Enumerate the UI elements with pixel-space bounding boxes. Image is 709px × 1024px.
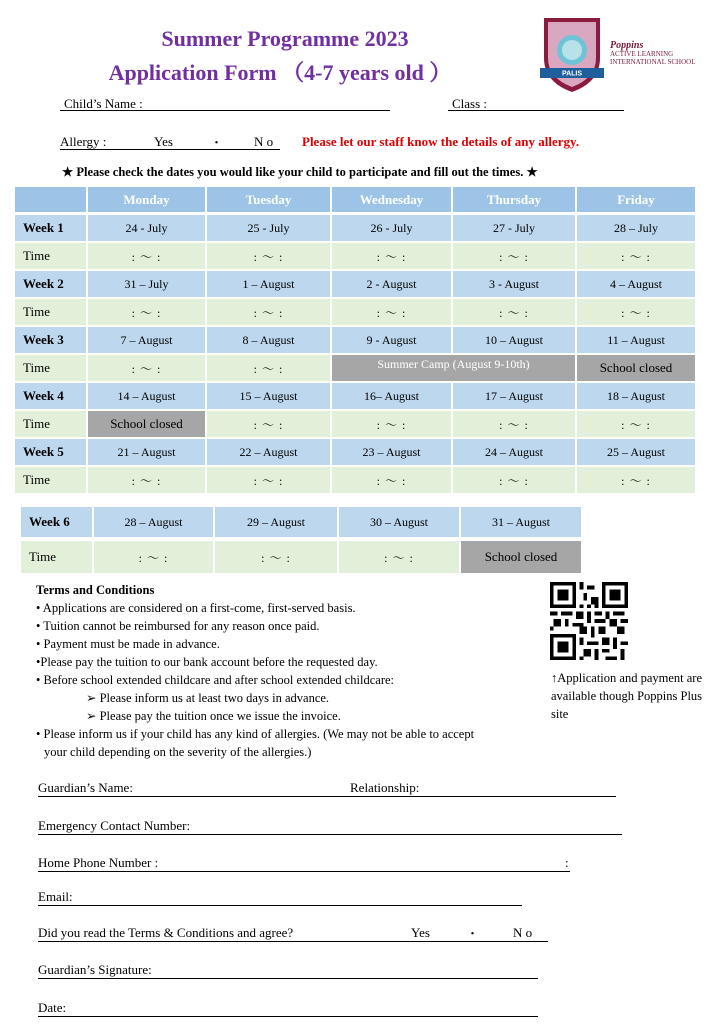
terms-subitem: ➢ Please inform us at least two days in advance. — [86, 691, 330, 705]
child-name-field[interactable] — [60, 110, 390, 111]
week-label: Week 2 — [14, 270, 87, 298]
time-input-cell[interactable]: : 〜 : — [214, 540, 338, 574]
date-cell: 26 - July — [331, 214, 452, 242]
time-input-cell[interactable]: : 〜 : — [87, 354, 206, 382]
relationship-label: Relationship: — [350, 780, 420, 795]
time-input-cell[interactable]: : 〜 : — [576, 242, 696, 270]
date-cell: 18 – August — [576, 382, 696, 410]
date-cell: 3 - August — [452, 270, 576, 298]
week-label: Week 3 — [14, 326, 87, 354]
date-cell: 31 – July — [87, 270, 206, 298]
terms-item: • Applications are considered on a first-come, first-served basis. — [36, 601, 356, 615]
time-input-cell[interactable]: : 〜 : — [206, 298, 331, 326]
terms-item: • Tuition cannot be reimbursed for any reason once paid. — [36, 619, 320, 633]
summer-camp-cell: Summer Camp (August 9-10th) — [331, 354, 576, 382]
time-label: Time — [14, 466, 87, 494]
time-input-cell[interactable]: : 〜 : — [452, 242, 576, 270]
date-cell: 22 – August — [206, 438, 331, 466]
email-label: Email: — [38, 889, 73, 904]
terms-subitem: ➢ Please pay the tuition once we issue the invoice. — [86, 709, 341, 723]
title-line-1: Summer Programme 2023 — [161, 26, 409, 51]
home-phone-end: : — [565, 855, 569, 870]
school-closed-cell: School closed — [87, 410, 206, 438]
time-label: Time — [14, 410, 87, 438]
day-header-tuesday: Tuesday — [206, 186, 331, 213]
time-input-cell[interactable]: : 〜 : — [576, 298, 696, 326]
time-input-cell[interactable]: : 〜 : — [87, 298, 206, 326]
emergency-field[interactable] — [38, 834, 622, 835]
date-cell: 27 - July — [452, 214, 576, 242]
date-cell: 24 – August — [452, 438, 576, 466]
time-input-cell[interactable]: : 〜 : — [576, 410, 696, 438]
email-field[interactable] — [38, 905, 522, 906]
week-label: Week 6 — [20, 506, 93, 538]
brand-name: Poppins — [610, 40, 644, 51]
time-input-cell[interactable]: : 〜 : — [93, 540, 214, 574]
child-name-label: Child’s Name : — [64, 96, 143, 111]
terms-heading: Terms and Conditions — [36, 583, 155, 597]
date-label: Date: — [38, 1000, 67, 1015]
guardian-name-field[interactable] — [38, 796, 616, 797]
date-cell: 1 – August — [206, 270, 331, 298]
time-input-cell[interactable]: : 〜 : — [576, 466, 696, 494]
time-input-cell[interactable]: : 〜 : — [331, 466, 452, 494]
agree-yes-option[interactable]: Yes — [411, 925, 430, 940]
time-input-cell[interactable]: : 〜 : — [87, 242, 206, 270]
signature-label: Guardian’s Signature: — [38, 962, 152, 977]
qr-code-icon[interactable] — [550, 582, 628, 660]
time-input-cell[interactable]: : 〜 : — [206, 242, 331, 270]
day-header-wednesday: Wednesday — [331, 186, 452, 213]
header-corner — [14, 186, 87, 213]
allergy-underline — [60, 149, 280, 150]
allergy-no-option[interactable]: N o — [254, 134, 274, 149]
time-label: Time — [14, 242, 87, 270]
brand-name-block — [610, 42, 706, 66]
date-cell: 16– August — [331, 382, 452, 410]
time-label: Time — [14, 354, 87, 382]
date-cell: 28 – July — [576, 214, 696, 242]
terms-item: • Payment must be made in advance. — [36, 637, 220, 651]
time-input-cell[interactable]: : 〜 : — [206, 410, 331, 438]
class-field[interactable] — [448, 110, 624, 111]
brand-sub-2: INTERNATIONAL SCHOOL — [610, 58, 696, 66]
guardian-name-label: Guardian’s Name: — [38, 780, 133, 795]
school-logo — [536, 14, 608, 94]
date-cell: 23 – August — [331, 438, 452, 466]
terms-item-continued: your child depending on the severity of the allergies.) — [44, 745, 312, 759]
school-closed-cell: School closed — [460, 540, 582, 574]
date-cell: 31 – August — [460, 506, 582, 538]
time-input-cell[interactable]: : 〜 : — [452, 298, 576, 326]
date-cell: 30 – August — [338, 506, 460, 538]
allergy-label: Allergy : — [60, 134, 107, 149]
class-label: Class : — [452, 96, 488, 111]
date-cell: 29 – August — [214, 506, 338, 538]
day-header-monday: Monday — [87, 186, 206, 213]
time-label: Time — [14, 298, 87, 326]
week-label: Week 4 — [14, 382, 87, 410]
title-line-2: Application Form （4-7 years old ） — [108, 60, 452, 85]
date-cell: 21 – August — [87, 438, 206, 466]
date-cell: 10 – August — [452, 326, 576, 354]
date-cell: 14 – August — [87, 382, 206, 410]
brand-sub-1: ACTIVE LEARNING — [610, 50, 674, 58]
date-cell: 11 – August — [576, 326, 696, 354]
date-cell: 15 – August — [206, 382, 331, 410]
home-phone-label: Home Phone Number : — [38, 855, 159, 870]
date-cell: 28 – August — [93, 506, 214, 538]
time-input-cell[interactable]: : 〜 : — [206, 354, 331, 382]
date-cell: 4 – August — [576, 270, 696, 298]
terms-section — [36, 581, 556, 761]
date-cell: 8 – August — [206, 326, 331, 354]
time-input-cell[interactable]: : 〜 : — [87, 466, 206, 494]
time-input-cell[interactable]: : 〜 : — [338, 540, 460, 574]
logo-text: PALIS — [561, 70, 583, 78]
school-closed-cell: School closed — [576, 354, 696, 382]
time-label: Time — [20, 540, 93, 574]
day-header-friday: Friday — [576, 186, 696, 213]
qr-note: ↑Application and payment are available though Poppins Plus site — [551, 671, 703, 721]
date-field[interactable] — [38, 1016, 538, 1017]
date-cell: 24 - July — [87, 214, 206, 242]
time-input-cell[interactable]: : 〜 : — [452, 410, 576, 438]
week-label: Week 1 — [14, 214, 87, 242]
date-cell: 17 – August — [452, 382, 576, 410]
time-input-cell[interactable]: : 〜 : — [331, 410, 452, 438]
time-input-cell[interactable]: : 〜 : — [331, 242, 452, 270]
terms-item: •Please pay the tuition to our bank account before the requested day. — [36, 655, 378, 669]
date-cell: 25 - July — [206, 214, 331, 242]
time-input-cell[interactable]: : 〜 : — [331, 298, 452, 326]
home-phone-field[interactable] — [38, 871, 570, 872]
time-input-cell[interactable]: : 〜 : — [452, 466, 576, 494]
agree-separator: ・ — [466, 926, 480, 941]
agree-underline — [38, 941, 548, 942]
date-cell: 9 - August — [331, 326, 452, 354]
date-cell: 7 – August — [87, 326, 206, 354]
allergy-separator: ・ — [210, 135, 224, 150]
week-label: Week 5 — [14, 438, 87, 466]
signature-field[interactable] — [38, 978, 538, 979]
terms-item: • Please inform us if your child has any kind of allergies. (We may not be able to accept — [36, 727, 475, 741]
time-input-cell[interactable]: : 〜 : — [206, 466, 331, 494]
day-header-thursday: Thursday — [452, 186, 576, 213]
agree-question: Did you read the Terms & Conditions and agree? — [38, 925, 294, 940]
instruction-text: ★ Please check the dates you would like your child to participate and fill out the times. ★ — [62, 165, 538, 179]
allergy-note: Please let our staff know the details of any allergy. — [302, 134, 580, 149]
emergency-label: Emergency Contact Number: — [38, 818, 191, 833]
allergy-yes-option[interactable]: Yes — [154, 134, 173, 149]
date-cell: 2 - August — [331, 270, 452, 298]
agree-no-option[interactable]: N o — [513, 925, 533, 940]
date-cell: 25 – August — [576, 438, 696, 466]
terms-item: • Before school extended childcare and after school extended childcare: — [36, 673, 395, 687]
